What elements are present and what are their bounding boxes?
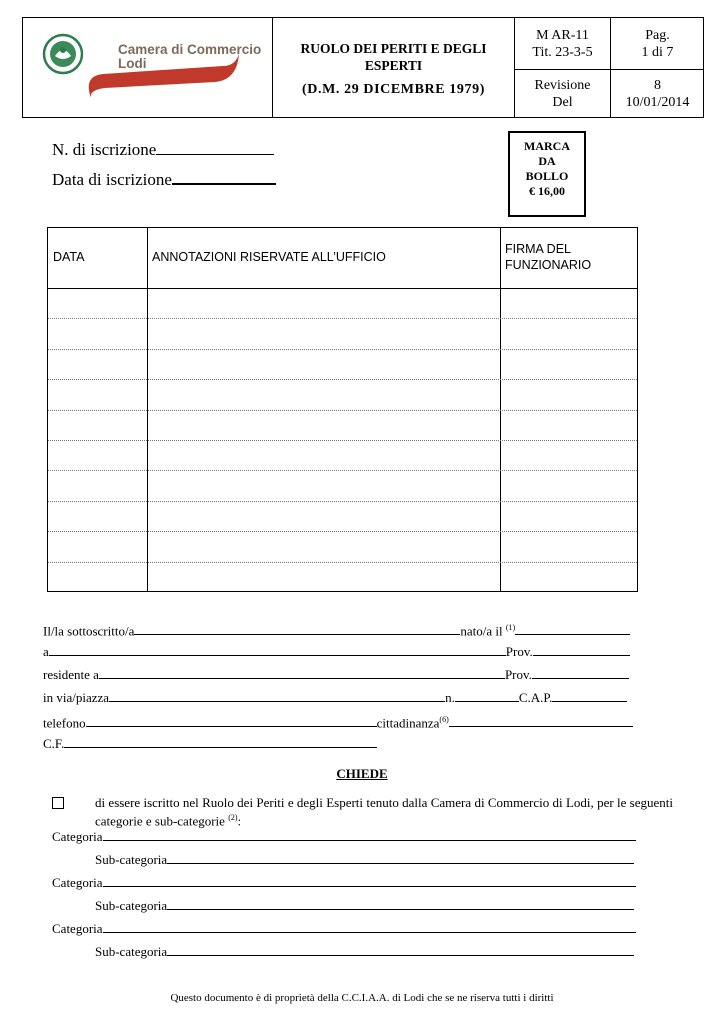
address-row [43, 689, 627, 705]
sub-category-field[interactable] [167, 943, 634, 956]
category-label: Categoria [52, 921, 103, 936]
fiscal-code-row [43, 735, 377, 751]
residence-province-field[interactable] [532, 666, 629, 679]
residence-label: residente a [43, 667, 99, 682]
residence-field[interactable] [99, 666, 505, 679]
sub-category-row [95, 943, 634, 959]
residence-province-label: Prov. [504, 667, 532, 682]
registration-date-row [52, 170, 276, 190]
document-title-line2: ESPERTI [364, 58, 423, 73]
subscriber-row [43, 620, 630, 638]
revision-date-label: Del [552, 95, 573, 110]
registration-date-label: Data di iscrizione [52, 170, 172, 189]
column-header-firma-2: FUNZIONARIO [505, 258, 592, 272]
birth-place-label: a [43, 644, 49, 659]
fiscal-code-field[interactable] [64, 735, 377, 748]
table-row[interactable] [48, 318, 637, 348]
category-field[interactable] [103, 828, 636, 841]
column-header-annotazioni: ANNOTAZIONI RISERVATE ALL’UFFICIO [152, 250, 386, 264]
footnote-ref: (6) [439, 715, 449, 724]
document-code: M AR-11 [536, 28, 589, 43]
citizenship-field[interactable] [449, 714, 633, 727]
table-row[interactable] [48, 379, 637, 409]
header-divider [514, 69, 703, 70]
office-annotations-table [47, 227, 638, 592]
cap-label: C.A.P. [518, 690, 553, 705]
street-number-field[interactable] [455, 689, 519, 702]
stamp-line: MARCA [524, 139, 570, 153]
table-row[interactable] [48, 562, 637, 592]
residence-row [43, 666, 629, 682]
subscriber-label: Il/la sottoscritto/a [43, 623, 135, 639]
category-field[interactable] [103, 874, 636, 887]
table-row[interactable] [48, 501, 637, 531]
phone-field[interactable] [86, 714, 377, 727]
table-row[interactable] [48, 470, 637, 500]
sub-category-label: Sub-categoria [95, 898, 168, 913]
table-row[interactable] [48, 531, 637, 561]
request-colon: : [237, 813, 242, 829]
sub-category-label: Sub-categoria [95, 852, 168, 867]
birth-place-row [43, 643, 630, 659]
column-header-data: DATA [53, 250, 85, 264]
phone-label: telefono [43, 715, 86, 731]
category-row [52, 920, 636, 936]
registration-number-row [52, 140, 274, 160]
cap-field[interactable] [552, 689, 627, 702]
document-header [22, 17, 704, 118]
document-title-line1: RUOLO DEI PERITI E DEGLI [300, 41, 487, 56]
sub-category-field[interactable] [167, 897, 634, 910]
stamp-line: BOLLO [525, 169, 569, 183]
sub-category-row [95, 851, 634, 867]
table-row[interactable] [48, 288, 637, 318]
birth-date-label: nato/a il [460, 623, 503, 639]
subscriber-name-field[interactable] [134, 622, 460, 635]
document-subtitle: (D.M. 29 DICEMBRE 1979) [302, 82, 485, 97]
registration-date-field[interactable] [172, 171, 276, 185]
footnote-ref: (2) [228, 813, 238, 822]
stamp-amount: € 16,00 [529, 184, 565, 198]
registration-number-label: N. di iscrizione [52, 140, 157, 159]
fiscal-code-label: C.F. [43, 736, 65, 751]
address-field[interactable] [109, 689, 445, 702]
request-heading [0, 766, 724, 782]
document-tit: Tit. 23-3-5 [532, 45, 593, 60]
request-paragraph [95, 795, 673, 828]
birth-province-field[interactable] [533, 643, 630, 656]
request-heading-text: CHIEDE [336, 766, 388, 781]
page-label: Pag. [645, 28, 670, 43]
category-label: Categoria [52, 829, 103, 844]
sub-category-field[interactable] [167, 851, 634, 864]
birth-place-field[interactable] [49, 643, 506, 656]
table-row[interactable] [48, 410, 637, 440]
category-field[interactable] [103, 920, 636, 933]
citizenship-label: cittadinanza [376, 715, 440, 731]
registration-number-field[interactable] [156, 142, 274, 155]
request-text: di essere iscritto nel Ruolo dei Periti e degli Esperti tenuto dalla Camera di Commercio di Lodi, per le seguenti categorie e sub-categorie [95, 795, 673, 829]
birth-province-label: Prov. [505, 644, 533, 659]
footer-copyright: Questo documento è di proprietà della C.C.I.A.A. di Lodi che se ne riserva tutti i diritti [170, 992, 554, 1004]
sub-category-row [95, 897, 634, 913]
revision-label: Revisione [534, 78, 591, 93]
table-row[interactable] [48, 440, 637, 470]
revision-date: 10/01/2014 [625, 95, 690, 110]
category-label: Categoria [52, 875, 103, 890]
category-row [52, 874, 636, 890]
footnote-ref: (1) [505, 623, 516, 632]
logo-text-line1: Camera di Commercio [118, 42, 262, 57]
logo-text-line2: Lodi [118, 56, 147, 71]
table-row[interactable] [48, 349, 637, 379]
page-value: 1 di 7 [641, 45, 674, 60]
column-header-firma-1: FIRMA DEL [505, 242, 571, 256]
sub-category-label: Sub-categoria [95, 944, 168, 959]
birth-date-field[interactable] [515, 622, 630, 635]
revenue-stamp-box [508, 131, 586, 217]
request-checkbox[interactable] [52, 797, 64, 809]
address-label: in via/piazza [43, 690, 110, 705]
street-number-label: n. [445, 690, 455, 705]
stamp-line: DA [538, 154, 556, 168]
phone-row [43, 712, 633, 730]
revision-number: 8 [654, 78, 661, 93]
category-row [52, 828, 636, 844]
